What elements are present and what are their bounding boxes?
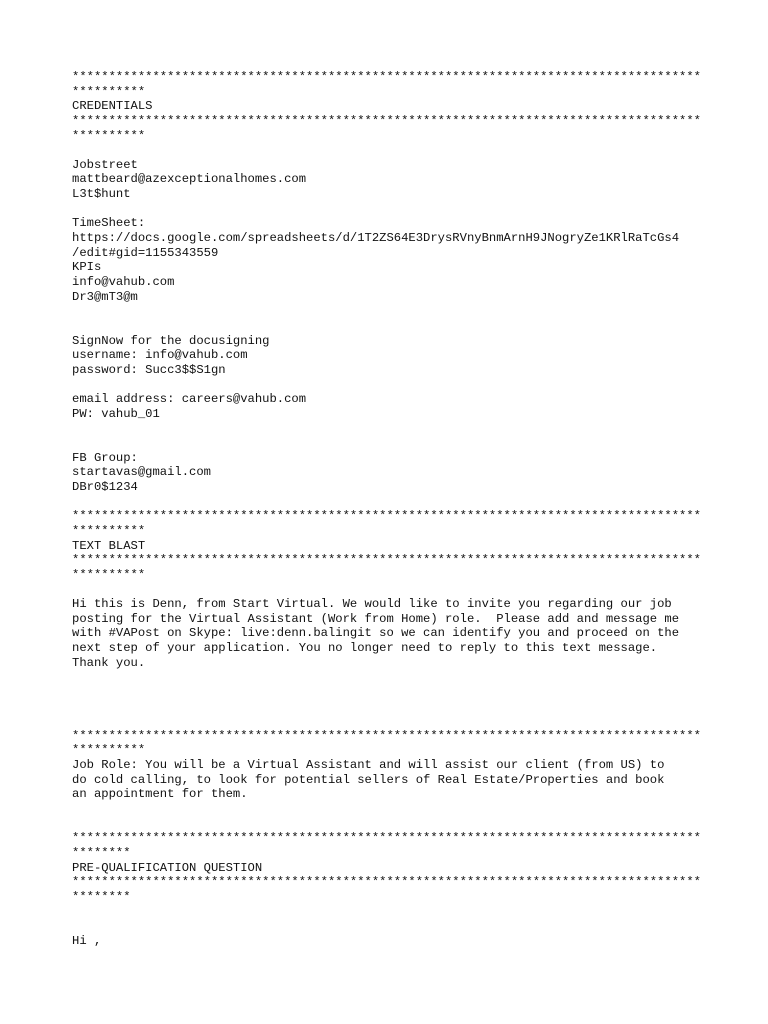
document-line: **********	[72, 128, 146, 143]
document-line: **************************************************************************************	[72, 70, 701, 84]
document-line	[72, 905, 712, 920]
document-line	[72, 377, 712, 392]
document-line: SignNow for the docusigning	[72, 333, 270, 348]
document-line: **************************************************************************************	[72, 875, 701, 890]
document-line	[72, 817, 712, 832]
document-line: **************************************************************************************	[72, 728, 701, 743]
document-line: password: Succ3$$S1gn	[72, 362, 226, 377]
document-line: next step of your application. You no longer need to reply to this text message.	[72, 640, 658, 655]
document-line: **************************************************************************************	[72, 831, 701, 846]
document-line: PRE-QUALIFICATION QUESTION	[72, 860, 263, 875]
document-line: **************************************************************************************	[72, 113, 701, 128]
document-line: https://docs.google.com/spreadsheets/d/1T2ZS64E3DrysRVnyBnmArnH9JNogryZe1KRlRaTcGs4	[72, 231, 680, 246]
document-line: **********	[72, 567, 146, 582]
document-line	[72, 582, 712, 597]
document-line: do cold calling, to look for potential sellers of Real Estate/Properties and book	[72, 772, 665, 787]
document-line: **********	[72, 523, 146, 538]
document-line	[72, 919, 712, 934]
document-line: Thank you.	[72, 655, 146, 670]
document-line: mattbeard@azexceptionalhomes.com	[72, 172, 307, 187]
document-line	[72, 685, 712, 700]
document-line	[72, 700, 712, 715]
document-line: Hi ,	[72, 933, 102, 948]
document-line: TimeSheet:	[72, 216, 146, 231]
document-line: L3t$hunt	[72, 187, 131, 202]
document-line: with #VAPost on Skype: live:denn.balingit so we can identify you and proceed on the	[72, 626, 680, 641]
document-line: Jobstreet	[72, 157, 138, 172]
document-line: **********	[72, 743, 146, 758]
document-line: an appointment for them.	[72, 787, 248, 802]
document-line: TEXT BLAST	[72, 538, 146, 553]
document-line	[72, 202, 712, 217]
document-line: Job Role: You will be a Virtual Assistant and will assist our client (from US) to	[72, 758, 665, 773]
document-line: CREDENTIALS	[72, 99, 153, 114]
document-line: **************************************************************************************	[72, 509, 701, 524]
document-line	[72, 304, 712, 319]
document-line: /edit#gid=1155343559	[72, 245, 219, 260]
document-line: Dr3@mT3@m	[72, 289, 138, 304]
document-line: posting for the Virtual Assistant (Work from Home) role. Please add and message me	[72, 611, 680, 626]
document-line: username: info@vahub.com	[72, 348, 248, 363]
document-line: startavas@gmail.com	[72, 465, 211, 480]
document-line	[72, 714, 712, 729]
document-line	[72, 421, 712, 436]
document-line	[72, 436, 712, 451]
document-line: KPIs	[72, 260, 102, 275]
document-line: email address: careers@vahub.com	[72, 392, 307, 407]
document-line	[72, 670, 712, 685]
document-line	[72, 495, 712, 510]
document-line	[72, 319, 712, 334]
document-line: FB Group:	[72, 450, 138, 465]
document-line	[72, 802, 712, 817]
document-line: PW: vahub_01	[72, 406, 160, 421]
document-line: **********	[72, 84, 146, 99]
document-body	[72, 70, 712, 948]
document-line: ********	[72, 889, 131, 904]
document-line: DBr0$1234	[72, 479, 138, 494]
document-line	[72, 143, 712, 158]
document-line: **************************************************************************************	[72, 553, 701, 568]
document-line: Hi this is Denn, from Start Virtual. We would like to invite you regarding our job	[72, 597, 672, 612]
document-line: ********	[72, 845, 131, 860]
document-line: info@vahub.com	[72, 274, 175, 289]
